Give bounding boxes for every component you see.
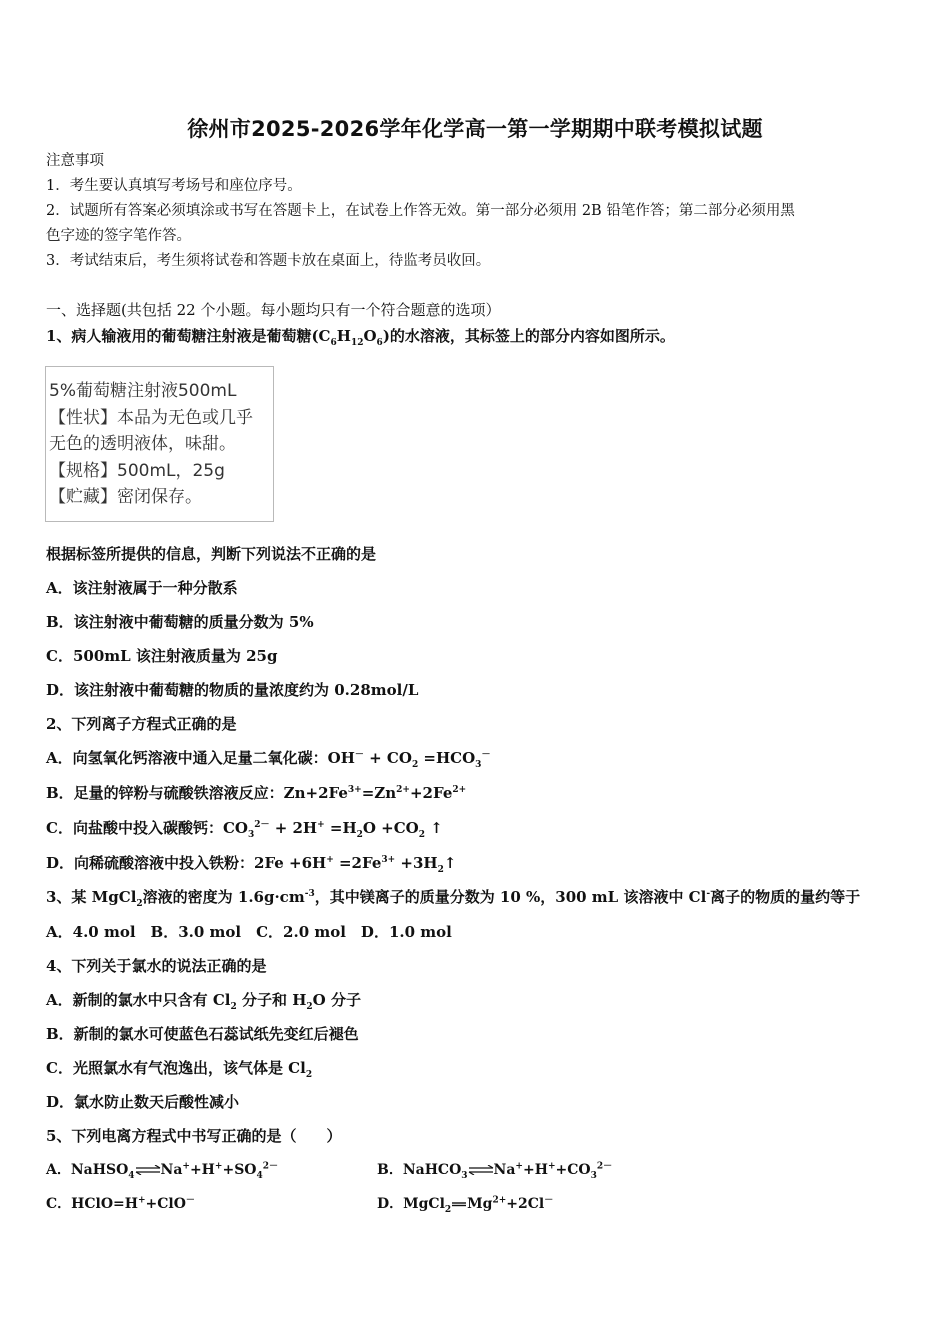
q2-option-a: A．向氢氧化钙溶液中通入足量二氧化碳：$OH^- + CO_2 =HCO_3^-$ [46, 749, 491, 770]
product-label-image [45, 366, 274, 522]
q2-stem: 2、下列离子方程式正确的是 [46, 715, 237, 733]
q1-option-b: B．该注射液中葡萄糖的质量分数为 5% [46, 613, 314, 631]
equals-arrow-icon [451, 1199, 467, 1209]
q1-option-a: A．该注射液属于一种分散系 [46, 579, 238, 597]
q2-option-c: C．向盐酸中投入碳酸钙：$CO_3^{2-} + 2H^+ =H_2O +CO_2$ ↑ [46, 819, 443, 840]
q4-option-b: B．新制的氯水可使蓝色石蕊试纸先变红后褪色 [46, 1025, 359, 1043]
reversible-arrow-icon [468, 1165, 494, 1175]
label-line: 【贮藏】密闭保存。 [49, 487, 202, 507]
q1-stem: 1、病人输液用的葡萄糖注射液是葡萄糖$(C_6H_{12}O_6)$的水溶液，其标签上的部分内容如图所示。 [46, 327, 675, 348]
note-item: 2．试题所有答案必须填涂或书写在答题卡上，在试卷上作答无效。第一部分必须用 2B 铅笔作答；第二部分必须用黑 [46, 203, 795, 219]
q1-option-d: D．该注射液中葡萄糖的物质的量浓度约为 0.28mol/L [46, 681, 419, 699]
q5-option-d: D．MgCl$_2$ $Mg^{2+}+2Cl^-$ [377, 1195, 554, 1215]
q5-option-c: C．HClO=H++ClO－ [46, 1195, 195, 1212]
q5-option-a: A．NaHSO$_4$ $Na^++H^++SO_4^{2-}$ [46, 1161, 279, 1181]
note-item: 3．考试结束后，考生须将试卷和答题卡放在桌面上，待监考员收回。 [46, 253, 491, 269]
q4-option-a: A．新制的氯水中只含有 $Cl_2$ 分子和 $H_2O$ 分子 [46, 991, 361, 1012]
q2-option-b: B．足量的锌粉与硫酸铁溶液反应：$Zn+2Fe^{3+}=Zn^{2+}+2Fe^{2+}$ [46, 784, 467, 802]
q3-stem: 3、某 MgCl$_2$溶液的密度为 $1.6g\cdot cm^{-3}$，其中镁离子的质量分数为 10 %，300 mL 该溶液中 Cl-离子的物质的量约等于 [46, 888, 861, 909]
label-line: 【规格】500mL，25g [49, 460, 225, 481]
q1-option-c: C．500mL 该注射液质量为 25g [46, 647, 278, 665]
q3-options: A．4.0 mol B．3.0 mol C．2.0 mol D．1.0 mol [46, 923, 452, 941]
q4-option-c: C．光照氯水有气泡逸出，该气体是 $Cl_2$ [46, 1059, 313, 1080]
q4-stem: 4、下列关于氯水的说法正确的是 [46, 957, 267, 975]
section-heading: 一、选择题(共包括 22 个小题。每小题均只有一个符合题意的选项） [46, 301, 501, 319]
q5-option-b: B．NaHCO$_3$ $Na^++H^++CO_3^{2-}$ [377, 1161, 613, 1181]
q4-option-d: D．氯水防止数天后酸性减小 [46, 1093, 240, 1111]
label-line: 5%葡萄糖注射液500mL [49, 381, 237, 401]
note-item: 色字迹的签字笔作答。 [46, 228, 191, 244]
notes-heading: 注意事项 [46, 153, 104, 169]
q1-prompt: 根据标签所提供的信息，判断下列说法不正确的是 [46, 545, 377, 563]
page-title: 徐州市2025-2026学年化学高一第一学期期中联考模拟试题 [187, 117, 763, 141]
label-line: 【性状】本品为无色或几乎 [49, 407, 253, 428]
reversible-arrow-icon [135, 1165, 161, 1175]
note-item: 1．考生要认真填写考场号和座位序号。 [46, 178, 302, 194]
q5-stem: 5、下列电离方程式中书写正确的是（ ） [46, 1127, 342, 1145]
label-line: 无色的透明液体，味甜。 [49, 434, 236, 454]
q2-option-d: D．向稀硫酸溶液中投入铁粉：$2Fe +6H^+ =2Fe^{3+}$ $+3H_2↑$ [46, 854, 457, 875]
